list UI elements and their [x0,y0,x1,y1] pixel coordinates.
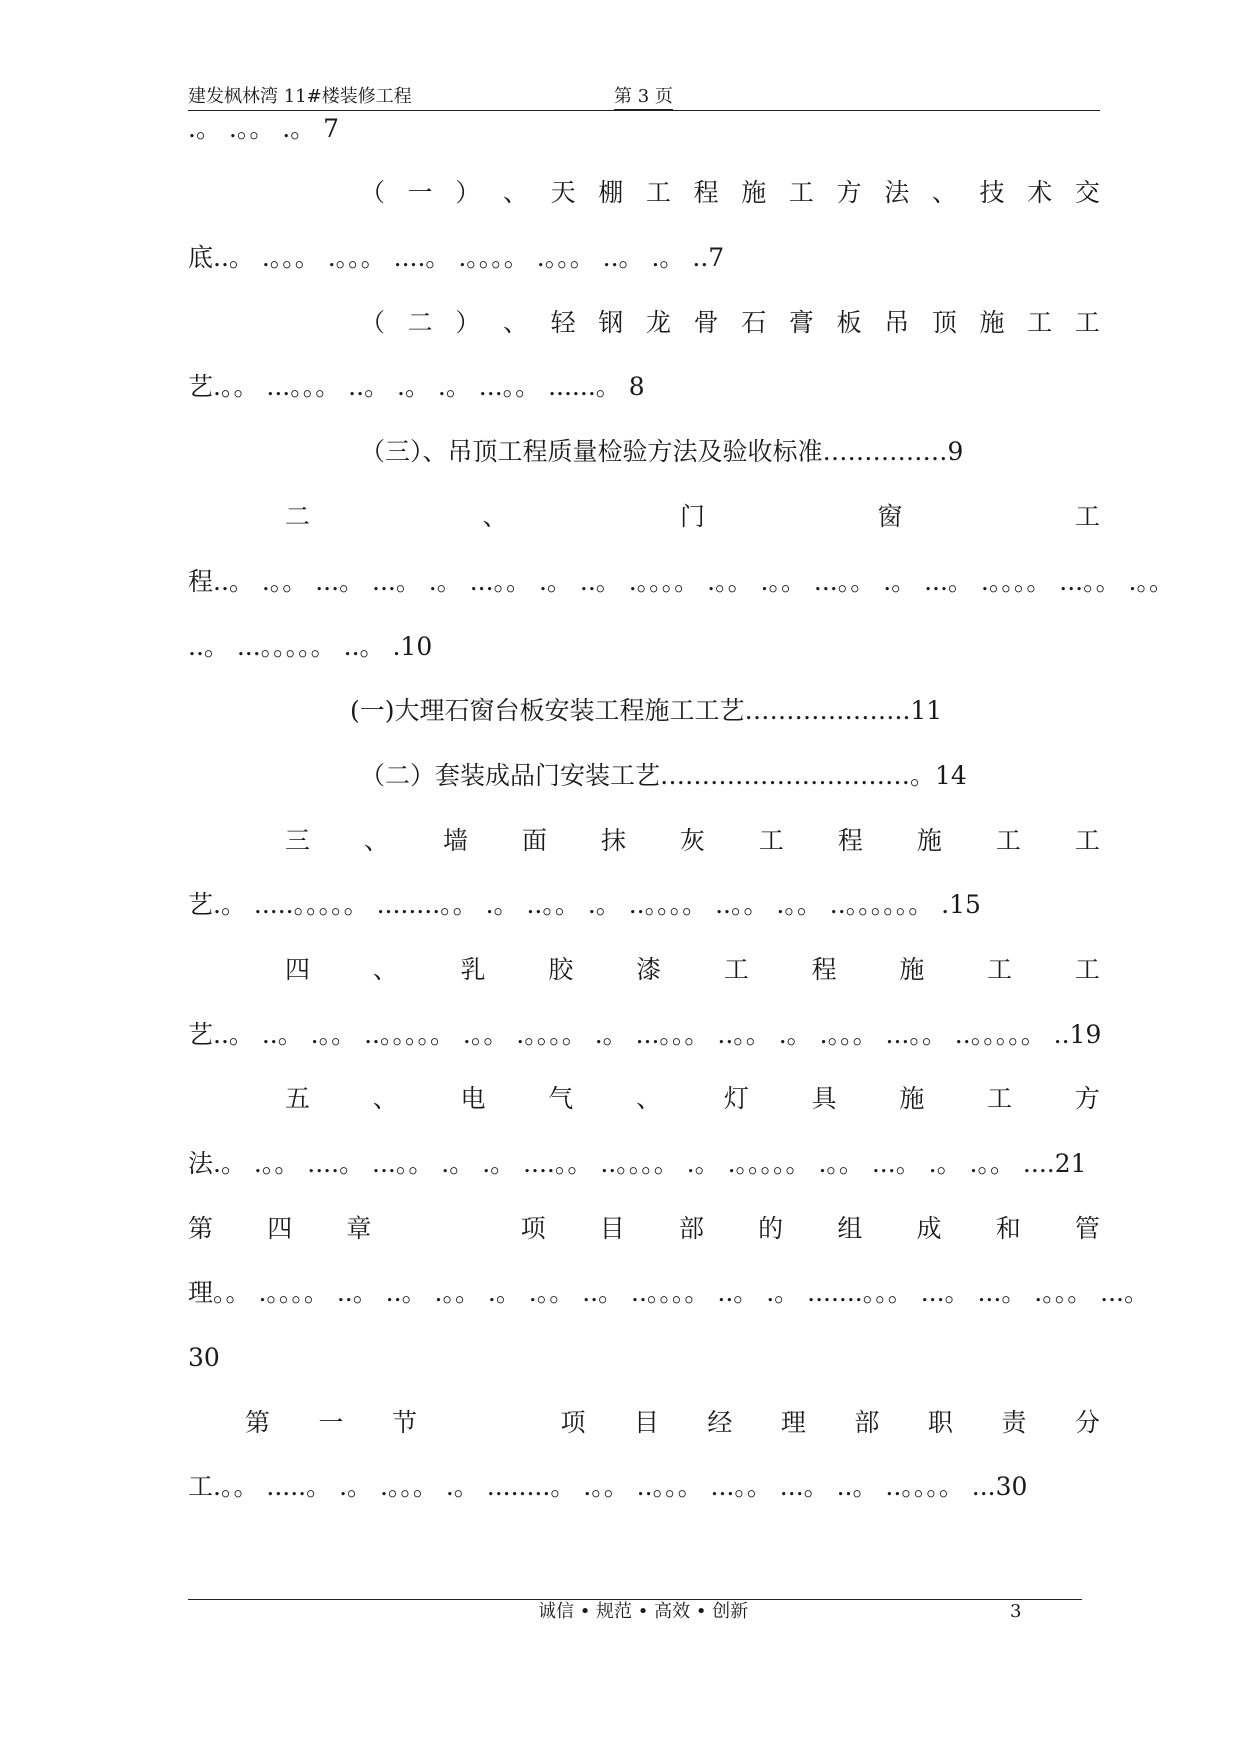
toc-char: 、 [931,178,957,207]
toc-char: 骨 [693,308,719,337]
toc-line: 艺.。 .....。。。。。 ........。。 .。 ..。。 .。 ..。。。。 ..。。 .。。 ..。。。。。。 .15 [188,890,981,919]
toc-line: .。 .。。 .。 7 [188,114,340,143]
toc-heading-justified [285,500,1100,534]
toc-line: 工.。。 .....。 .。 .。。。 .。 ........。 .。。 ..。。。 ...。。 ...。 ..。 ..。。。。 ...30 [188,1472,1028,1501]
toc-char: 施 [741,178,767,207]
toc-char: 灯 [723,1084,749,1113]
toc-char: 乳 [460,955,486,984]
toc-char: 的 [758,1214,784,1243]
toc-char: 施 [899,1084,925,1113]
toc-char: 程 [693,178,719,207]
toc-char: 工 [723,955,749,984]
toc-char: 、 [372,955,398,984]
toc-char: 章 [346,1214,372,1243]
toc-char: 部 [678,1214,704,1243]
toc-char: 施 [916,826,942,855]
toc-char: 窗 [877,502,903,531]
toc-char: 工 [1027,308,1053,337]
toc-char: 工 [1074,502,1100,531]
toc-char: 项 [560,1408,586,1437]
toc-line: 理。。 .。。。。 ..。 ..。 .。。 .。 .。。 ..。 ..。。。。 ..。 .。 .......。。。 ...。 ...。 .。。。 ...。 [188,1278,1150,1307]
toc-char: 目 [599,1214,625,1243]
footer-motto: 诚信 • 规范 • 高效 • 创新 [538,1601,749,1622]
toc-char: 方 [1074,1084,1100,1113]
toc-section-justified [245,1406,1100,1440]
toc-heading-justified [285,824,1100,858]
toc-char: （ [360,308,386,337]
toc-char: 二 [285,502,311,531]
toc-char: 工 [987,955,1013,984]
toc-line: ..。 ...。。。。。 ..。 .10 [188,632,433,661]
toc-char: 、 [502,178,528,207]
toc-heading-justified [360,306,1100,340]
toc-char: 项 [520,1214,546,1243]
toc-char: 石 [741,308,767,337]
toc-char: 天 [550,178,576,207]
toc-char: 灰 [679,826,705,855]
toc-char: 五 [285,1084,311,1113]
toc-line: 艺..。 ..。 .。。 ..。。。。。 .。。 .。。。。 .。 ...。。。 ..。。 .。 .。。。 ...。。 ..。。。。。 ..19 [188,1020,1102,1049]
footer-page-number: 3 [1010,1601,1022,1622]
toc-char: 一 [318,1408,344,1437]
toc-char: 一 [407,178,433,207]
toc-line: 艺.。。 ...。。。 ..。 .。 .。 ...。。 ......。 8 [188,372,645,401]
toc-char: 部 [854,1408,880,1437]
toc-char: 和 [995,1214,1021,1243]
toc-char: 四 [285,955,311,984]
toc-char: 板 [836,308,862,337]
toc-subsection: （二）套装成品门安装工艺…………………………。14 [360,761,967,790]
toc-char: 程 [837,826,863,855]
toc-char: 、 [372,1084,398,1113]
toc-char: 三 [285,826,311,855]
toc-char: 工 [1074,955,1100,984]
toc-char: 工 [987,1084,1013,1113]
toc-char: 、 [502,308,528,337]
toc-char: 职 [927,1408,953,1437]
toc-char: ） [455,308,481,337]
toc-char: 墙 [442,826,468,855]
toc-char: 理 [780,1408,806,1437]
toc-line: 程..。 .。。 ...。 ...。 .。 ...。。 .。 ..。 .。。。。 .。。 .。。 ...。。 .。 ...。 .。。。。 ...。。 .。。 [188,567,1175,596]
toc-char: 工 [758,826,784,855]
toc-char: 程 [811,955,837,984]
toc-char: 、 [636,1084,662,1113]
toc-char: 、 [363,826,389,855]
toc-chapter-justified [188,1212,1100,1246]
toc-char: 技 [979,178,1005,207]
toc-char: 钢 [598,308,624,337]
toc-char: 吊 [884,308,910,337]
toc-char: 交 [1074,178,1100,207]
toc-char: 法 [884,178,910,207]
toc-char: 施 [979,308,1005,337]
toc-char: 工 [788,178,814,207]
toc-line: 法.。 .。。 ....。 ...。。 .。 .。 ....。。 ..。。。。 .。 .。。。。。 .。。 ...。 .。 .。。 ....21 [188,1149,1087,1178]
toc-char: 工 [995,826,1021,855]
toc-char: （ [360,178,386,207]
toc-char: 顶 [931,308,957,337]
toc-char: 棚 [598,178,624,207]
toc-char: 组 [837,1214,863,1243]
toc-char: 漆 [636,955,662,984]
header-rule [188,110,1100,111]
toc-char: 第 [245,1408,271,1437]
toc-heading-justified [360,176,1100,210]
toc-char: 二 [407,308,433,337]
toc-char: 面 [521,826,547,855]
toc-char: 工 [1074,308,1100,337]
toc-char: 工 [1074,826,1100,855]
toc-char: 经 [707,1408,733,1437]
toc-subsection: （三）、吊顶工程质量检验方法及验收标准……………9 [360,437,964,466]
header-project-title: 建发枫林湾 11#楼装修工程 [188,86,412,107]
toc-char: 轻 [550,308,576,337]
toc-char: 术 [1027,178,1053,207]
toc-char: 工 [645,178,671,207]
toc-char: 方 [836,178,862,207]
toc-char: 管 [1074,1214,1100,1243]
toc-char: ） [455,178,481,207]
toc-char: 气 [548,1084,574,1113]
toc-char: 膏 [788,308,814,337]
toc-line: 底..。 .。。。 .。。。 ....。 .。。。。 .。。。 ..。 .。 ..7 [188,243,725,272]
toc-char: 责 [1001,1408,1027,1437]
toc-char: 四 [267,1214,293,1243]
toc-subsection: (一)大理石窗台板安装工程施工工艺………………..11 [350,696,943,725]
toc-char: 抹 [600,826,626,855]
toc-char: 胶 [548,955,574,984]
toc-char: 分 [1074,1408,1100,1437]
toc-char: 第 [188,1214,214,1243]
toc-char: 电 [460,1084,486,1113]
toc-heading-justified [285,953,1100,987]
toc-char: 节 [391,1408,417,1437]
toc-line: 30 [188,1343,220,1372]
toc-char: 成 [916,1214,942,1243]
toc-char: 目 [633,1408,659,1437]
toc-char: 、 [482,502,508,531]
toc-heading-justified [285,1082,1100,1116]
toc-char: 具 [811,1084,837,1113]
toc-char: 龙 [645,308,671,337]
toc-char: 门 [679,502,705,531]
toc-char: 施 [899,955,925,984]
header-page-label: 第 3 页 [614,86,673,111]
